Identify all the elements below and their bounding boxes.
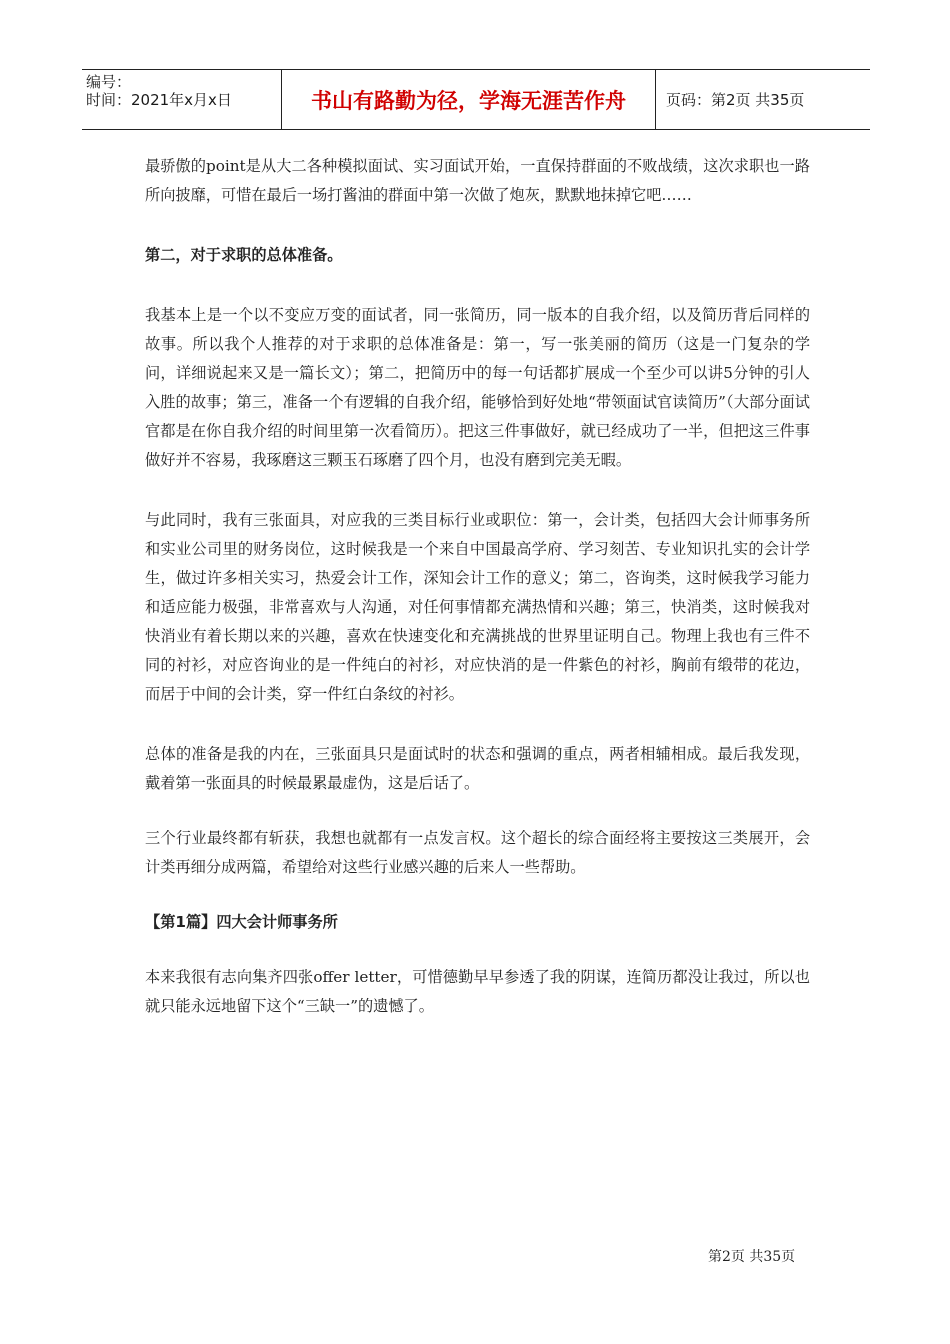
page-footer-number: 第2页 共35页 xyxy=(708,1249,796,1265)
paragraph-1: 最骄傲的point是从大二各种模拟面试、实习面试开始，一直保持群面的不败战绩，这次求职也一路所向披靡，可惜在最后一场打酱油的群面中第一次做了炮灰，默默地抹掉它吧…… xyxy=(145,157,810,204)
page-header xyxy=(82,69,870,130)
document-body xyxy=(145,152,810,1021)
time-label: 时间：2021年x月x日 xyxy=(86,91,232,109)
chapter-heading-1: 【第1篇】四大会计师事务所 xyxy=(145,913,338,931)
paragraph-6: 本来我很有志向集齐四张offer letter，可惜德勤早早参透了我的阴谋，连简历都没让我过，所以也就只能永远地留下这个“三缺一”的遗憾了。 xyxy=(145,968,810,1015)
number-label: 编号： xyxy=(86,73,132,91)
paragraph-3: 与此同时，我有三张面具，对应我的三类目标行业或职位：第一，会计类，包括四大会计师事务所和实业公司里的财务岗位，这时候我是一个来自中国最高学府、学习刻苦、专业知识扎实的会计学生，做过许多相关实习，热爱会计工作，深知会计工作的意义；第二，咨询类，这时候我学习能力和适应能力极强，非常喜欢与人沟通，对任何事情都充满热情和兴趣；第三，快消类，这时候我对快消业有着长期以来的兴趣，喜欢在快速变化和充满挑战的世界里证明自己。物理上我也有三件不同的衬衫，对应咨询业的是一件纯白的衬衫，对应快消的是一件紫色的衬衫，胸前有缎带的花边，而居于中间的会计类，穿一件红白条纹的衬衫。 xyxy=(145,511,810,703)
header-motto: 书山有路勤为径，学海无涯苦作舟 xyxy=(282,70,656,129)
paragraph-4: 总体的准备是我的内在，三张面具只是面试时的状态和强调的重点，两者相辅相成。最后我发现，戴着第一张面具的时候最累最虚伪，这是后话了。 xyxy=(145,745,810,792)
paragraph-5: 三个行业最终都有斩获，我想也就都有一点发言权。这个超长的综合面经将主要按这三类展开，会计类再细分成两篇，希望给对这些行业感兴趣的后来人一些帮助。 xyxy=(145,829,810,876)
header-meta xyxy=(82,70,282,129)
header-page-number: 页码：第2页 共35页 xyxy=(666,91,805,109)
section-heading-2: 第二，对于求职的总体准备。 xyxy=(145,246,343,264)
paragraph-2: 我基本上是一个以不变应万变的面试者，同一张简历，同一版本的自我介绍，以及简历背后同样的故事。所以我个人推荐的对于求职的总体准备是：第一，写一张美丽的简历（这是一门复杂的学问，详细说起来又是一篇长文）；第二，把简历中的每一句话都扩展成一个至少可以讲5分钟的引人入胜的故事；第三，准备一个有逻辑的自我介绍，能够恰到好处地“带领面试官读简历”（大部分面试官都是在你自我介绍的时间里第一次看简历）。把这三件事做好，就已经成功了一半，但把这三件事做好并不容易，我琢磨这三颗玉石琢磨了四个月，也没有磨到完美无暇。 xyxy=(145,306,810,469)
